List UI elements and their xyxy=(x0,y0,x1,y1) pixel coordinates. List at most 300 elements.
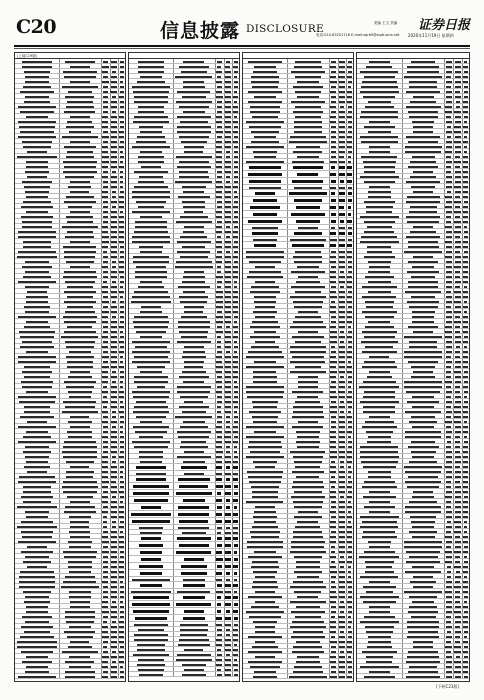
table-cell xyxy=(253,71,278,73)
table-cell xyxy=(120,426,124,428)
table-cell xyxy=(119,571,123,573)
table-cell xyxy=(134,316,168,318)
table-cell xyxy=(225,674,232,676)
table-cell xyxy=(339,586,344,588)
table-cell xyxy=(183,206,205,208)
table-cell xyxy=(177,116,210,118)
table-cell xyxy=(255,601,276,603)
table-cell xyxy=(330,239,337,241)
table-cell xyxy=(251,346,279,348)
table-cell xyxy=(463,141,468,143)
table-cell xyxy=(455,516,461,518)
table-cell xyxy=(177,537,211,540)
table-cell xyxy=(68,421,92,423)
table-cell xyxy=(365,626,394,628)
table-cell xyxy=(19,331,54,333)
table-cell xyxy=(290,371,326,373)
table-cell xyxy=(454,411,461,413)
table-cell xyxy=(251,486,279,488)
table-cell xyxy=(463,276,468,278)
table-cell xyxy=(225,558,231,561)
table-cell xyxy=(364,676,395,678)
table-cell xyxy=(446,636,452,638)
table-cell xyxy=(292,391,323,393)
table-cell xyxy=(339,291,346,293)
table-cell xyxy=(181,336,208,338)
table-cell xyxy=(234,381,238,383)
table-cell xyxy=(176,156,213,158)
table-cell xyxy=(233,532,238,534)
table-cell xyxy=(178,527,209,529)
table-cell xyxy=(463,171,468,173)
table-cell xyxy=(364,616,394,618)
table-cell xyxy=(454,131,461,133)
table-row xyxy=(129,570,239,577)
table-cell xyxy=(455,476,461,478)
table-cell xyxy=(463,101,468,103)
table-cell xyxy=(111,251,116,253)
table-cell xyxy=(18,676,56,678)
table-cell xyxy=(66,126,93,128)
table-cell xyxy=(445,381,452,383)
table-cell xyxy=(348,571,351,573)
table-cell xyxy=(339,666,345,668)
table-cell xyxy=(136,266,166,268)
table-cell xyxy=(216,520,222,523)
table-cell xyxy=(363,586,396,588)
table-cell xyxy=(225,649,231,651)
table-cell xyxy=(409,81,438,83)
table-cell xyxy=(339,111,344,113)
table-cell xyxy=(178,644,210,646)
table-cell xyxy=(179,639,210,641)
table-cell xyxy=(364,201,394,203)
table-cell xyxy=(367,376,392,378)
table-cell xyxy=(64,166,96,168)
table-cell xyxy=(294,666,322,668)
table-cell xyxy=(111,211,116,213)
table-row xyxy=(129,511,239,518)
table-cell xyxy=(405,436,440,438)
contact-info: 电话:010-83251716 E-mail:zqrb9@zqrb.sina.net xyxy=(316,33,400,37)
table-cell xyxy=(102,496,108,498)
table-cell xyxy=(234,171,238,173)
table-cell xyxy=(446,601,452,603)
table-cell xyxy=(455,376,460,378)
table-cell xyxy=(339,321,345,323)
table-cell xyxy=(217,376,222,378)
table-cell xyxy=(348,556,352,558)
table-cell xyxy=(295,401,320,403)
table-cell xyxy=(120,606,124,608)
table-cell xyxy=(411,441,435,443)
table-cell xyxy=(247,546,283,548)
table-cell xyxy=(177,126,212,128)
table-cell xyxy=(348,436,351,438)
table-cell xyxy=(119,241,124,243)
table-cell xyxy=(330,121,336,123)
table-cell xyxy=(455,481,460,483)
table-cell xyxy=(226,634,230,636)
table-cell xyxy=(455,576,461,578)
table-cell xyxy=(216,617,222,620)
table-cell xyxy=(406,106,441,108)
table-cell xyxy=(339,561,345,563)
table-cell xyxy=(66,386,93,388)
table-cell xyxy=(250,111,280,113)
table-cell xyxy=(20,336,54,338)
table-cell xyxy=(225,66,230,68)
table-cell xyxy=(348,501,352,503)
table-cell xyxy=(217,565,222,568)
table-cell xyxy=(405,471,442,473)
table-cell xyxy=(446,516,452,518)
table-cell xyxy=(226,579,231,581)
table-cell xyxy=(463,661,468,663)
table-cell xyxy=(340,631,345,633)
table-cell xyxy=(112,171,116,173)
table-cell xyxy=(135,271,168,273)
table-cell xyxy=(406,236,440,238)
table-cell xyxy=(330,386,336,388)
table-cell xyxy=(366,591,393,593)
table-cell xyxy=(464,576,468,578)
table-cell xyxy=(446,291,451,293)
table-cell xyxy=(26,166,49,168)
table-cell xyxy=(463,461,467,463)
table-cell xyxy=(292,356,324,358)
table-cell xyxy=(20,131,55,133)
table-cell xyxy=(119,506,124,508)
table-cell xyxy=(331,141,336,143)
table-cell xyxy=(216,131,223,133)
table-cell xyxy=(22,226,52,228)
table-cell xyxy=(62,486,98,488)
table-cell xyxy=(22,61,52,63)
table-cell xyxy=(22,536,52,538)
table-cell xyxy=(348,291,352,293)
table-cell xyxy=(362,651,398,653)
table-cell xyxy=(184,226,203,228)
table-cell xyxy=(348,126,352,128)
table-cell xyxy=(134,356,167,358)
table-cell xyxy=(183,579,205,581)
table-cell xyxy=(339,86,344,88)
table-cell xyxy=(217,311,222,313)
table-cell xyxy=(253,239,276,241)
edition-date: 2020年11月19日 星期四 xyxy=(408,33,454,38)
table-cell xyxy=(412,526,433,528)
table-cell xyxy=(234,191,237,193)
table-cell xyxy=(24,466,49,468)
table-cell xyxy=(103,141,108,143)
table-cell xyxy=(111,341,116,343)
table-cell xyxy=(408,111,438,113)
table-cell xyxy=(119,411,124,413)
table-cell xyxy=(102,311,109,313)
table-cell xyxy=(330,541,336,543)
table-cell xyxy=(348,546,352,548)
table-cell xyxy=(69,666,90,668)
table-cell xyxy=(406,216,441,218)
page-number: C20 xyxy=(16,16,57,38)
table-cell xyxy=(176,261,212,263)
table-cell xyxy=(296,146,320,148)
table-cell xyxy=(253,421,276,423)
table-cell xyxy=(463,516,468,518)
table-cell xyxy=(407,401,439,403)
table-cell xyxy=(177,166,210,168)
table-cell xyxy=(65,61,94,63)
table-cell xyxy=(455,61,461,63)
table-cell xyxy=(347,496,352,498)
table-cell xyxy=(225,624,230,626)
table-cell xyxy=(463,501,468,503)
table-cell xyxy=(294,131,323,133)
table-cell xyxy=(136,466,165,469)
table-cell xyxy=(360,526,398,528)
table-cell xyxy=(225,141,232,143)
table-cell xyxy=(412,121,434,123)
table-cell xyxy=(184,311,203,313)
editor-tags: 美编 王文 责编 xyxy=(374,21,398,25)
table-cell xyxy=(409,596,437,598)
table-cell xyxy=(119,216,124,218)
table-cell xyxy=(455,66,462,68)
table-cell xyxy=(102,391,108,393)
table-cell xyxy=(134,186,168,188)
table-cell xyxy=(140,311,162,313)
table-cell xyxy=(247,276,282,278)
table-cell xyxy=(246,356,283,358)
table-cell xyxy=(340,106,345,108)
table-cell xyxy=(119,96,124,98)
table-cell xyxy=(120,436,124,438)
table-cell xyxy=(252,526,278,528)
table-cell xyxy=(339,661,346,663)
table-cell xyxy=(291,286,325,288)
table-cell xyxy=(464,226,467,228)
table-cell xyxy=(445,646,452,648)
table-cell xyxy=(103,526,107,528)
table-cell xyxy=(175,266,212,268)
table-cell xyxy=(348,521,352,523)
table-cell xyxy=(70,426,90,428)
table-cell xyxy=(254,66,276,68)
table-cell xyxy=(225,366,232,368)
table-cell xyxy=(411,296,434,298)
table-cell xyxy=(18,136,57,138)
table-cell xyxy=(340,341,345,343)
table-cell xyxy=(339,491,344,493)
table-cell xyxy=(24,631,51,633)
table-cell xyxy=(25,286,50,288)
table-cell xyxy=(293,151,322,153)
table-cell xyxy=(454,586,461,588)
table-cell xyxy=(445,106,452,108)
table-cell xyxy=(233,478,238,481)
table-cell xyxy=(111,531,117,533)
table-cell xyxy=(19,126,55,128)
table-cell xyxy=(112,621,117,623)
table-cell xyxy=(217,61,222,63)
table-cell xyxy=(120,321,124,323)
table-cell xyxy=(20,346,55,348)
table-cell xyxy=(216,321,223,323)
table-cell xyxy=(408,671,438,673)
table-cell xyxy=(254,431,275,433)
table-cell xyxy=(347,506,352,508)
table-cell xyxy=(412,426,435,428)
table-cell xyxy=(369,606,389,608)
table-row xyxy=(243,164,353,171)
table-cell xyxy=(119,576,124,578)
table-cell xyxy=(455,456,461,458)
table-cell xyxy=(63,71,97,73)
table-cell xyxy=(233,596,238,599)
table-cell xyxy=(463,186,467,188)
table-cell xyxy=(297,436,319,438)
table-cell xyxy=(247,541,283,543)
table-cell xyxy=(249,271,282,273)
table-cell xyxy=(253,461,277,463)
table-cell xyxy=(111,101,118,103)
table-cell xyxy=(111,626,117,628)
table-cell xyxy=(103,261,108,263)
table-cell xyxy=(226,181,231,183)
table-cell xyxy=(295,76,321,78)
table-cell xyxy=(139,456,163,458)
table-cell xyxy=(184,271,204,273)
table-cell xyxy=(331,156,336,158)
table-cell xyxy=(102,636,109,638)
table-cell xyxy=(289,676,326,678)
table-cell xyxy=(464,676,468,678)
table-cell xyxy=(347,256,352,258)
column-1 xyxy=(14,52,126,682)
table-cell xyxy=(139,126,162,128)
table-cell xyxy=(463,326,467,328)
table-cell xyxy=(348,596,352,598)
table-cell xyxy=(253,676,277,678)
table-cell xyxy=(248,173,282,176)
table-cell xyxy=(330,471,336,473)
table-cell xyxy=(112,301,116,303)
table-cell xyxy=(331,416,336,418)
table-cell xyxy=(347,416,352,418)
table-cell xyxy=(248,661,282,663)
table-cell xyxy=(177,386,211,388)
table-cell xyxy=(20,416,54,418)
table-cell xyxy=(183,86,205,88)
table-cell xyxy=(111,161,116,163)
table-cell xyxy=(216,381,222,383)
table-cell xyxy=(217,106,222,108)
table-cell xyxy=(216,316,223,318)
table-cell xyxy=(348,192,352,195)
table-cell xyxy=(135,346,167,348)
table-cell xyxy=(330,276,336,278)
table-cell xyxy=(103,576,108,578)
table-cell xyxy=(446,471,452,473)
table-cell xyxy=(339,261,345,263)
table-cell xyxy=(331,86,336,88)
table-cell xyxy=(446,286,452,288)
table-cell xyxy=(233,301,238,303)
table-cell xyxy=(137,366,166,368)
table-cell xyxy=(103,561,108,563)
table-cell xyxy=(290,346,326,348)
table-cell xyxy=(463,216,468,218)
table-cell xyxy=(184,401,203,403)
table-cell xyxy=(226,466,231,469)
table-cell xyxy=(177,391,210,393)
table-cell xyxy=(404,251,441,253)
table-cell xyxy=(463,566,468,568)
table-cell xyxy=(367,246,391,248)
table-cell xyxy=(225,520,232,523)
table-cell xyxy=(216,161,222,163)
table-cell xyxy=(454,231,461,233)
table-cell xyxy=(246,386,284,388)
table-cell xyxy=(119,261,124,263)
table-cell xyxy=(120,461,124,463)
table-cell xyxy=(140,216,163,218)
table-cell xyxy=(330,511,336,513)
table-cell xyxy=(250,206,280,209)
table-cell xyxy=(292,416,324,418)
table-cell xyxy=(360,451,398,453)
table-cell xyxy=(339,581,345,583)
table-cell xyxy=(331,516,336,518)
table-cell xyxy=(294,516,322,518)
table-cell xyxy=(339,441,345,443)
table-cell xyxy=(366,566,392,568)
table-cell xyxy=(102,601,108,603)
table-cell xyxy=(455,96,461,98)
table-cell xyxy=(103,96,108,98)
table-cell xyxy=(330,326,336,328)
table-cell xyxy=(455,351,460,353)
table-cell xyxy=(404,591,441,593)
table-cell xyxy=(455,666,460,668)
table-cell xyxy=(119,226,124,228)
table-cell xyxy=(331,136,336,138)
table-cell xyxy=(413,191,432,193)
table-cell xyxy=(132,351,170,353)
table-cell xyxy=(464,301,467,303)
table-cell xyxy=(255,466,276,468)
table-cell xyxy=(102,81,109,83)
table-cell xyxy=(253,371,276,373)
table-cell xyxy=(234,386,238,388)
table-cell xyxy=(446,61,453,63)
table-cell xyxy=(348,576,352,578)
column-1-header: (上接C19版) xyxy=(15,53,125,59)
table-cell xyxy=(68,376,91,378)
table-cell xyxy=(446,86,451,88)
table-cell xyxy=(233,361,238,363)
table-cell xyxy=(408,261,438,263)
table-cell xyxy=(102,666,109,668)
table-cell xyxy=(347,356,352,358)
table-cell xyxy=(62,451,97,453)
table-cell xyxy=(234,446,238,448)
table-cell xyxy=(455,306,461,308)
table-cell xyxy=(225,441,231,443)
table-cell xyxy=(293,301,323,303)
table-cell xyxy=(348,666,352,668)
